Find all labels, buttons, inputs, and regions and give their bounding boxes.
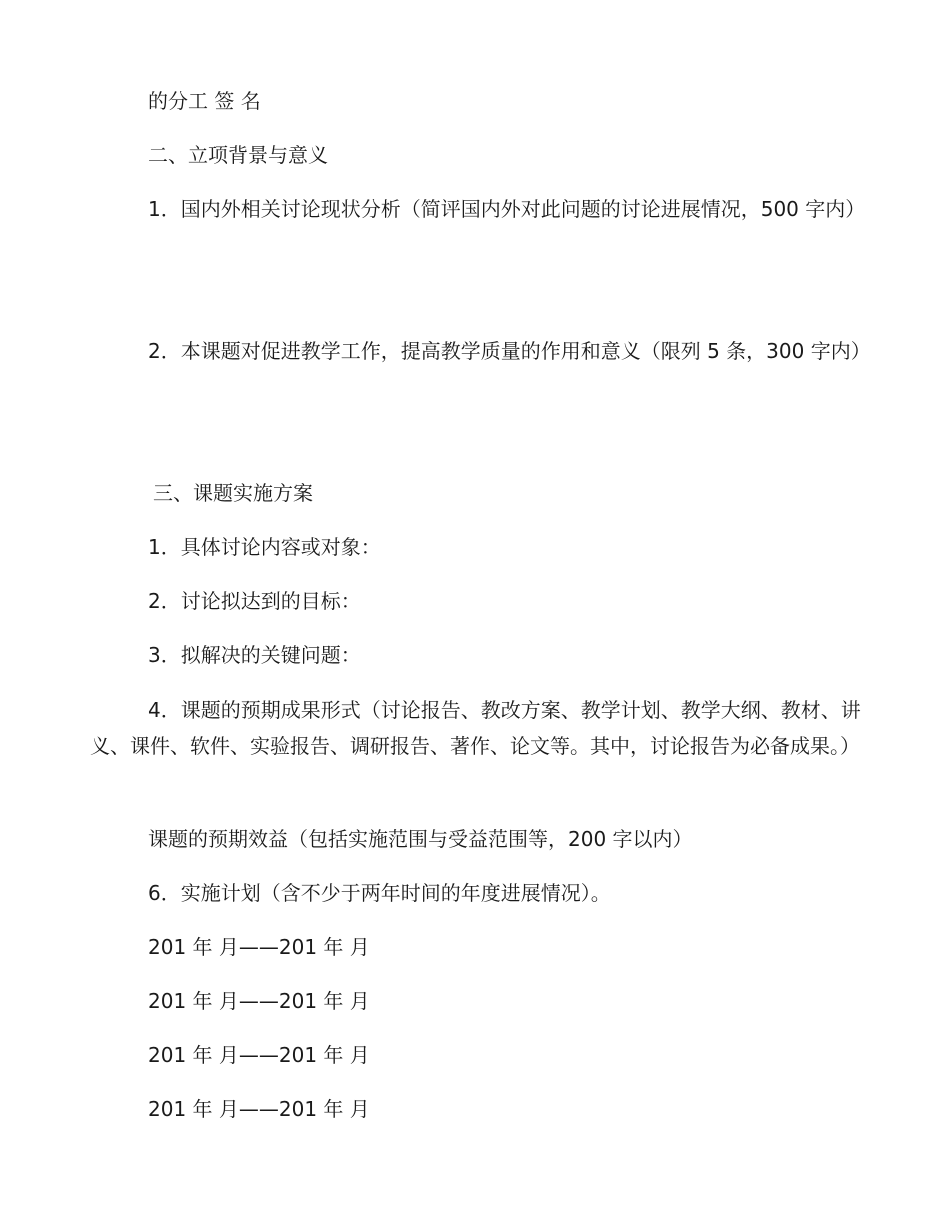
schedule-row: 201 年 月——201 年 月 xyxy=(148,1043,370,1067)
section-3-item-6: 6．实施计划（含不少于两年时间的年度进展情况）。 xyxy=(148,881,611,905)
section-2-item-2: 2．本课题对促进教学工作，提高教学质量的作用和意义（限列 5 条，300 字内） xyxy=(148,339,871,363)
section-3-item-3: 3．拟解决的关键问题： xyxy=(148,643,361,667)
section-3-item-1: 1．具体讨论内容或对象： xyxy=(148,535,381,559)
section-2-heading: 二、立项背景与意义 xyxy=(148,143,328,167)
section-3-item-2: 2．讨论拟达到的目标： xyxy=(148,589,361,613)
section-3-item-5: 课题的预期效益（包括实施范围与受益范围等，200 字以内） xyxy=(148,827,693,851)
schedule-row: 201 年 月——201 年 月 xyxy=(148,989,370,1013)
section-2-item-1: 1．国内外相关讨论现状分析（简评国内外对此问题的讨论进展情况，500 字内） xyxy=(148,197,866,221)
section-3-heading: 三、课题实施方案 xyxy=(153,481,313,505)
section-3-item-4: 4．课题的预期成果形式（讨论报告、教改方案、教学计划、教学大纲、教材、讲义、课件、软件、实验报告、调研报告、著作、论文等。其中，讨论报告为必备成果。） xyxy=(90,698,861,758)
signature-line: 的分工 签 名 xyxy=(148,89,261,113)
schedule-row: 201 年 月——201 年 月 xyxy=(148,1097,370,1121)
schedule-row: 201 年 月——201 年 月 xyxy=(148,935,370,959)
